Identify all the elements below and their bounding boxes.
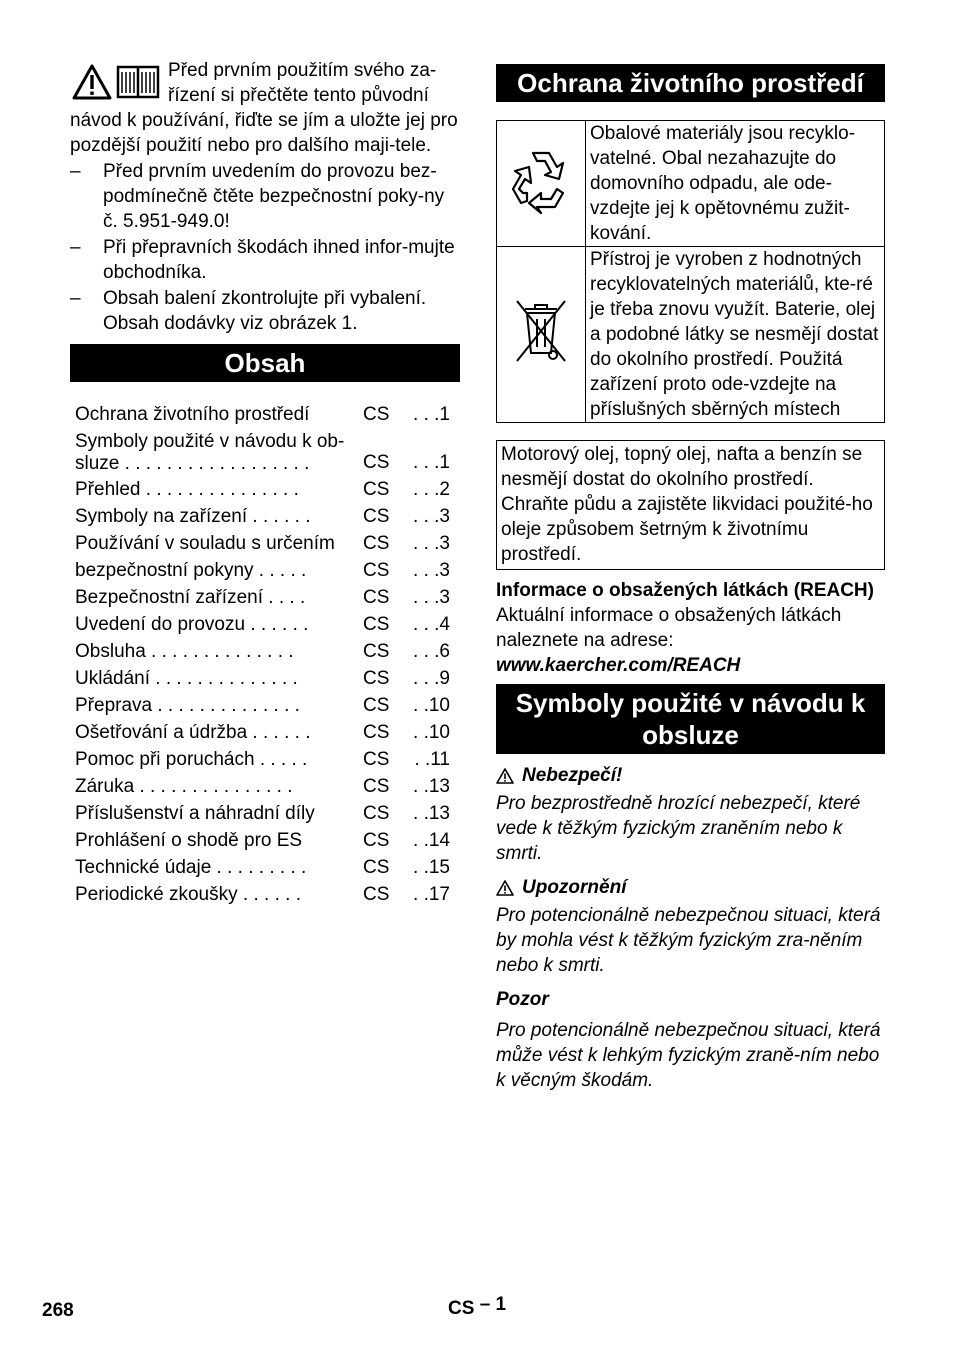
crossed-bin-icon bbox=[511, 295, 571, 367]
warning-heading bbox=[496, 875, 885, 900]
toc-title: Symboly na zařízení . . . . . . bbox=[75, 506, 311, 527]
toc-lang: CS bbox=[363, 776, 390, 797]
toc-page: . .13 bbox=[413, 776, 450, 797]
toc-row bbox=[70, 772, 460, 799]
toc-title: Bezpečnostní zařízení . . . . bbox=[75, 587, 306, 608]
weee-text: Přístroj je vyroben z hodnotných recyklovatelných materiálů, kte-ré je třeba znovu využít. Baterie, olej a podobné látky se nesmějí dostat do okolního prostředí. Použitá zařízení proto ode-vzdejte na příslušných sběrných místech bbox=[586, 247, 885, 423]
toc-lang: CS bbox=[363, 452, 390, 473]
toc-lang: CS bbox=[363, 479, 390, 500]
warning-text: Pro potencionálně nebezpečnou situaci, která by mohla vést k těžkým fyzickým zra-něním nebo k smrti. bbox=[496, 905, 881, 976]
toc-row bbox=[70, 826, 460, 853]
warning-triangle-icon bbox=[496, 880, 514, 896]
toc-page: . . .3 bbox=[413, 533, 450, 554]
recycle-cell bbox=[497, 121, 586, 247]
intro-notice bbox=[70, 58, 460, 158]
toc-row bbox=[70, 400, 460, 427]
toc-lang: CS bbox=[363, 668, 390, 689]
caution-title: Pozor bbox=[496, 989, 549, 1010]
danger-heading bbox=[496, 763, 885, 788]
warning-title: Upozornění bbox=[522, 877, 627, 898]
danger-text: Pro bezprostředně hrozící nebezpečí, které vede k těžkým fyzickým zraněním nebo k smrti. bbox=[496, 793, 861, 864]
contents-heading: Obsah bbox=[70, 344, 460, 382]
toc-row bbox=[70, 583, 460, 610]
toc-page: . . .1 bbox=[413, 452, 450, 473]
reach-text: Aktuální informace o obsažených látkách naleznete na adrese: bbox=[496, 605, 842, 651]
toc-page: . . .6 bbox=[413, 641, 450, 662]
toc-row bbox=[70, 799, 460, 826]
toc-page: . .11 bbox=[414, 749, 450, 770]
intro-line-2: řízení si přečtěte tento původní bbox=[168, 85, 429, 106]
toc-lang: CS bbox=[363, 830, 390, 851]
toc-title: Záruka . . . . . . . . . . . . . . . bbox=[75, 776, 293, 797]
warning-triangle-icon bbox=[72, 64, 112, 100]
toc-page: . .14 bbox=[413, 830, 450, 851]
toc-title: Příslušenství a náhradní díly bbox=[75, 803, 315, 824]
toc-title: Obsluha . . . . . . . . . . . . . . bbox=[75, 641, 294, 662]
warning-triangle-icon bbox=[496, 768, 514, 784]
reach-title: Informace o obsažených látkách (REACH) bbox=[496, 580, 874, 601]
recycle-icon bbox=[503, 145, 579, 215]
toc-row bbox=[70, 664, 460, 691]
toc-title: Ukládání . . . . . . . . . . . . . . bbox=[75, 668, 298, 689]
table-of-contents bbox=[70, 400, 460, 907]
toc-lang: CS bbox=[363, 749, 390, 770]
toc-row bbox=[70, 718, 460, 745]
toc-title: Prohlášení o shodě pro ES bbox=[75, 830, 303, 851]
intro-rest: návod k používání, řiďte se jím a uložte jej pro pozdější použití nebo pro dalšího maji-tele. bbox=[70, 110, 458, 156]
toc-page: . . .4 bbox=[413, 614, 450, 635]
oil-notice-box: Motorový olej, topný olej, nafta a benzín se nesmějí dostat do okolního prostředí. Chraňte půdu a zajistěte likvidaci použité-ho oleje způsobem šetrným k životnímu prostředí. bbox=[496, 440, 885, 570]
page-number: 268 bbox=[42, 1300, 74, 1321]
toc-lang: CS bbox=[363, 560, 390, 581]
manual-book-icon bbox=[116, 64, 160, 100]
toc-page: . .15 bbox=[413, 857, 450, 878]
toc-lang: CS bbox=[363, 722, 390, 743]
toc-row bbox=[70, 691, 460, 718]
toc-row bbox=[70, 745, 460, 772]
toc-title: Používání v souladu s určením bbox=[75, 533, 335, 554]
page-sequence: – 1 bbox=[479, 1294, 507, 1315]
toc-lang: CS bbox=[363, 587, 390, 608]
toc-row bbox=[70, 529, 460, 556]
toc-title: Přehled . . . . . . . . . . . . . . . bbox=[75, 479, 299, 500]
weee-cell bbox=[497, 247, 586, 423]
toc-title: Symboly použité v návodu k ob-sluze . . . . . . . . . . . . . . . . . . bbox=[75, 431, 345, 474]
toc-lang: CS bbox=[363, 506, 390, 527]
toc-row bbox=[70, 853, 460, 880]
toc-page: . . .3 bbox=[413, 506, 450, 527]
reach-url: www.kaercher.com/REACH bbox=[496, 655, 741, 676]
toc-lang: CS bbox=[363, 404, 390, 425]
toc-title: Ochrana životního prostředí bbox=[75, 404, 310, 425]
intro-bullet-list bbox=[70, 159, 460, 336]
toc-row bbox=[70, 637, 460, 664]
toc-row bbox=[70, 475, 460, 502]
toc-lang: CS bbox=[363, 803, 390, 824]
page-label bbox=[448, 1296, 506, 1321]
toc-lang: CS bbox=[363, 857, 390, 878]
toc-lang: CS bbox=[363, 884, 390, 905]
intro-line-1: Před prvním použitím svého za- bbox=[168, 60, 437, 81]
toc-lang: CS bbox=[363, 695, 390, 716]
toc-title: Technické údaje . . . . . . . . . bbox=[75, 857, 307, 878]
lang-code: CS bbox=[448, 1298, 475, 1319]
toc-title: Uvedení do provozu . . . . . . bbox=[75, 614, 309, 635]
toc-page: . . .1 bbox=[413, 404, 450, 425]
toc-row bbox=[70, 502, 460, 529]
toc-page: . . .9 bbox=[413, 668, 450, 689]
toc-page: . .10 bbox=[413, 722, 450, 743]
caution-text: Pro potencionálně nebezpečnou situaci, která může vést k lehkým fyzickým zraně-ním nebo k věcným škodám. bbox=[496, 1020, 881, 1091]
toc-title: Periodické zkoušky . . . . . . bbox=[75, 884, 301, 905]
toc-page: . .13 bbox=[413, 803, 450, 824]
toc-title: Ošetřování a údržba . . . . . . bbox=[75, 722, 311, 743]
left-column bbox=[70, 58, 460, 907]
toc-row bbox=[70, 610, 460, 637]
toc-page: . .10 bbox=[413, 695, 450, 716]
toc-lang: CS bbox=[363, 641, 390, 662]
right-column bbox=[496, 64, 885, 1093]
environment-heading: Ochrana životního prostředí bbox=[496, 64, 885, 102]
danger-title: Nebezpečí! bbox=[522, 765, 623, 786]
intro-icons bbox=[72, 64, 160, 100]
toc-row bbox=[70, 880, 460, 907]
toc-row bbox=[70, 427, 460, 475]
toc-page: . .17 bbox=[413, 884, 450, 905]
symbols-heading: Symboly použité v návodu k obsluze bbox=[496, 684, 885, 754]
toc-title: Pomoc při poruchách . . . . . bbox=[75, 749, 308, 770]
toc-page: . . .3 bbox=[413, 560, 450, 581]
toc-lang: CS bbox=[363, 614, 390, 635]
toc-title: Přeprava . . . . . . . . . . . . . . bbox=[75, 695, 300, 716]
list-item: – Před prvním uvedením do provozu bez-podmínečně čtěte bezpečnostní poky-ny č. 5.951-949.0! bbox=[70, 161, 445, 232]
environment-table bbox=[496, 120, 885, 423]
toc-lang: CS bbox=[363, 533, 390, 554]
list-item: – Při přepravních škodách ihned infor-mujte obchodníka. bbox=[70, 237, 455, 283]
toc-title: bezpečnostní pokyny . . . . . bbox=[75, 560, 307, 581]
list-item: – Obsah balení zkontrolujte při vybalení. Obsah dodávky viz obrázek 1. bbox=[70, 288, 427, 334]
toc-row bbox=[70, 556, 460, 583]
toc-page: . . .3 bbox=[413, 587, 450, 608]
recycle-text: Obalové materiály jsou recyklo-vatelné. Obal nezahazujte do domovního odpadu, ale ode-vzdejte jej k opětovnému zužit-kování. bbox=[586, 121, 885, 247]
toc-page: . . .2 bbox=[413, 479, 450, 500]
